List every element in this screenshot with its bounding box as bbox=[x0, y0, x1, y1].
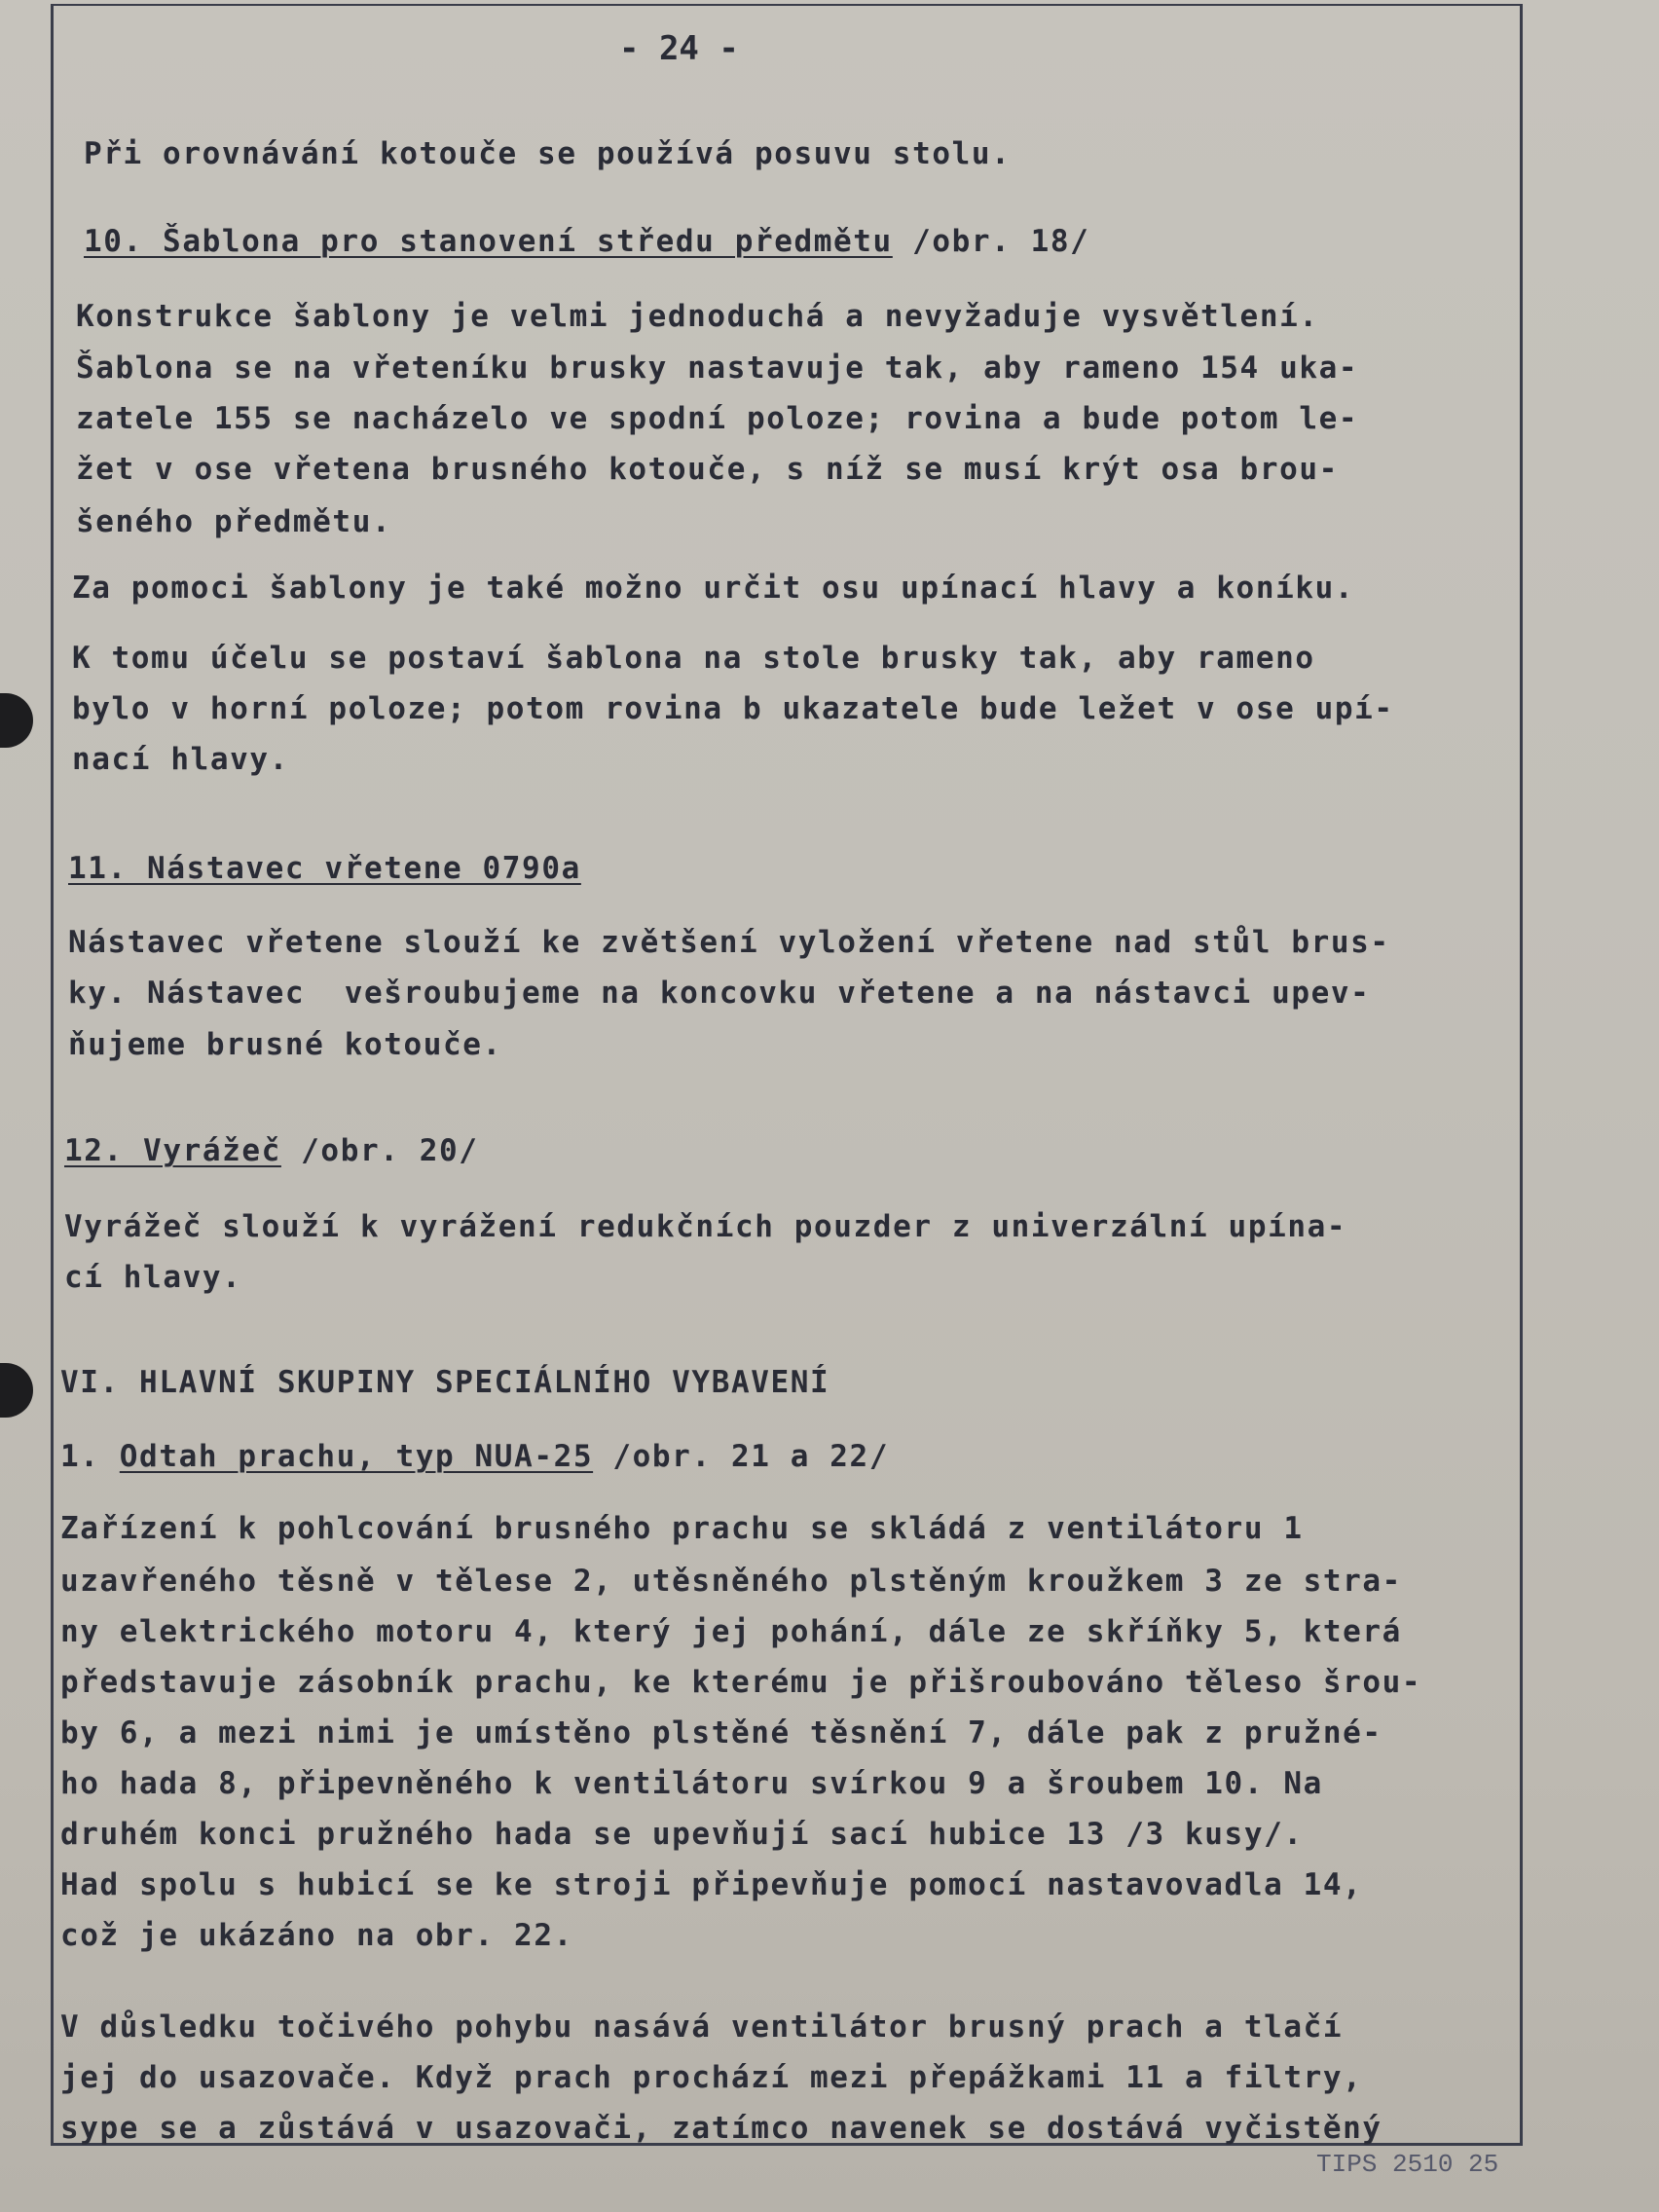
text-line bbox=[60, 2058, 1362, 2097]
line-text: VI. HLAVNÍ SKUPINY SPECIÁLNÍHO VYBAVENÍ bbox=[60, 1365, 830, 1400]
text-line bbox=[60, 1663, 1421, 1702]
text-line bbox=[76, 399, 1358, 438]
text-line bbox=[68, 923, 1390, 962]
text-line bbox=[76, 502, 391, 541]
line-text: žet v ose vřetena brusného kotouče, s níž se musí krýt osa brou- bbox=[76, 452, 1339, 487]
line-text: což je ukázáno na obr. 22. bbox=[60, 1918, 573, 1953]
line-text: ho hada 8, připevněného k ventilátoru svírkou 9 a šroubem 10. Na bbox=[60, 1766, 1323, 1801]
line-text: Vyrážeč slouží k vyrážení redukčních pouzder z univerzální upína- bbox=[64, 1209, 1347, 1244]
text-line bbox=[60, 1815, 1304, 1854]
line-text: jej do usazovače. Když prach prochází mezi přepážkami 11 a filtry, bbox=[60, 2060, 1363, 2095]
section-heading bbox=[84, 222, 1089, 261]
line-text: ny elektrického motoru 4, který jej pohání, dále ze skříňky 5, která bbox=[60, 1614, 1402, 1649]
line-text: bylo v horní poloze; potom rovina b ukazatele bude ležet v ose upí- bbox=[72, 691, 1394, 726]
heading-title: Odtah prachu, typ NUA-25 bbox=[119, 1439, 594, 1474]
text-line bbox=[60, 1764, 1323, 1803]
archive-stamp: TIPS 2510 25 bbox=[1316, 2150, 1499, 2179]
line-text: uzavřeného těsně v tělese 2, utěsněného plstěným kroužkem 3 ze stra- bbox=[60, 1564, 1402, 1599]
text-line bbox=[60, 1714, 1382, 1752]
line-text: druhém konci pružného hada se upevňují sací hubice 13 /3 kusy/. bbox=[60, 1817, 1304, 1852]
heading-title: 12. Vyrážeč bbox=[64, 1133, 281, 1168]
line-text: V důsledku točivého pohybu nasává ventilátor brusný prach a tlačí bbox=[60, 2009, 1344, 2045]
line-text: Za pomoci šablony je také možno určit osu upínací hlavy a koníku. bbox=[72, 571, 1355, 606]
text-line bbox=[76, 297, 1319, 336]
line-text: ňujeme brusné kotouče. bbox=[68, 1027, 502, 1062]
text-line bbox=[64, 1258, 241, 1297]
text-line bbox=[76, 349, 1358, 387]
line-text: ky. Nástavec vešroubujeme na koncovku vřetene a na nástavci upev- bbox=[68, 976, 1371, 1011]
text-line bbox=[64, 1207, 1346, 1246]
text-line bbox=[72, 569, 1354, 608]
text-line bbox=[60, 1562, 1402, 1601]
text-line bbox=[72, 639, 1315, 678]
line-text: K tomu účelu se postaví šablona na stole brusky tak, aby rameno bbox=[72, 641, 1315, 676]
line-text: Při orovnávání kotouče se používá posuvu stolu. bbox=[84, 136, 1012, 171]
heading-number: 1. bbox=[60, 1439, 120, 1474]
line-text: představuje zásobník prachu, ke kterému je přišroubováno těleso šrou- bbox=[60, 1665, 1422, 1700]
text-line bbox=[72, 689, 1394, 728]
text-line bbox=[60, 1612, 1402, 1651]
line-text: Nástavec vřetene slouží ke zvětšení vyložení vřetene nad stůl brus- bbox=[68, 925, 1390, 960]
heading-title: 11. Nástavec vřetene 0790a bbox=[68, 851, 581, 886]
text-line bbox=[76, 450, 1339, 489]
text-line bbox=[60, 1916, 573, 1955]
line-text: nací hlavy. bbox=[72, 742, 289, 777]
text-line bbox=[60, 2008, 1343, 2046]
punch-hole bbox=[0, 1363, 33, 1418]
line-text: Šablona se na vřeteníku brusky nastavuje tak, aby rameno 154 uka- bbox=[76, 350, 1359, 386]
line-text: /obr. 18/ bbox=[892, 224, 1090, 259]
text-line bbox=[84, 134, 1011, 173]
text-line bbox=[60, 1509, 1304, 1548]
section-heading bbox=[64, 1131, 479, 1170]
line-text: zatele 155 se nacházelo ve spodní poloze; rovina a bude potom le- bbox=[76, 401, 1359, 436]
line-text: /obr. 20/ bbox=[280, 1133, 479, 1168]
section-heading bbox=[60, 1437, 889, 1476]
punch-hole bbox=[0, 693, 33, 748]
line-text: sype se a zůstává v usazovači, zatímco navenek se dostává vyčistěný bbox=[60, 2111, 1382, 2146]
line-text: /obr. 21 a 22/ bbox=[593, 1439, 890, 1474]
text-line bbox=[60, 1865, 1362, 1904]
line-text: šeného předmětu. bbox=[76, 504, 392, 539]
text-line bbox=[60, 1363, 830, 1402]
heading-title: 10. Šablona pro stanovení středu předmětu bbox=[84, 224, 893, 259]
text-line bbox=[72, 740, 289, 779]
line-text: Konstrukce šablony je velmi jednoduchá a nevyžaduje vysvětlení. bbox=[76, 299, 1319, 334]
page-number: - 24 - bbox=[619, 29, 739, 68]
section-heading bbox=[68, 849, 581, 888]
line-text: cí hlavy. bbox=[64, 1260, 242, 1295]
line-text: Zařízení k pohlcování brusného prachu se skládá z ventilátoru 1 bbox=[60, 1511, 1304, 1546]
line-text: Had spolu s hubicí se ke stroji připevňuje pomocí nastavovadla 14, bbox=[60, 1867, 1363, 1902]
line-text: by 6, a mezi nimi je umístěno plstěné těsnění 7, dále pak z pružné- bbox=[60, 1715, 1382, 1751]
text-line bbox=[68, 974, 1370, 1013]
text-line bbox=[68, 1025, 502, 1064]
text-line bbox=[60, 2109, 1382, 2148]
